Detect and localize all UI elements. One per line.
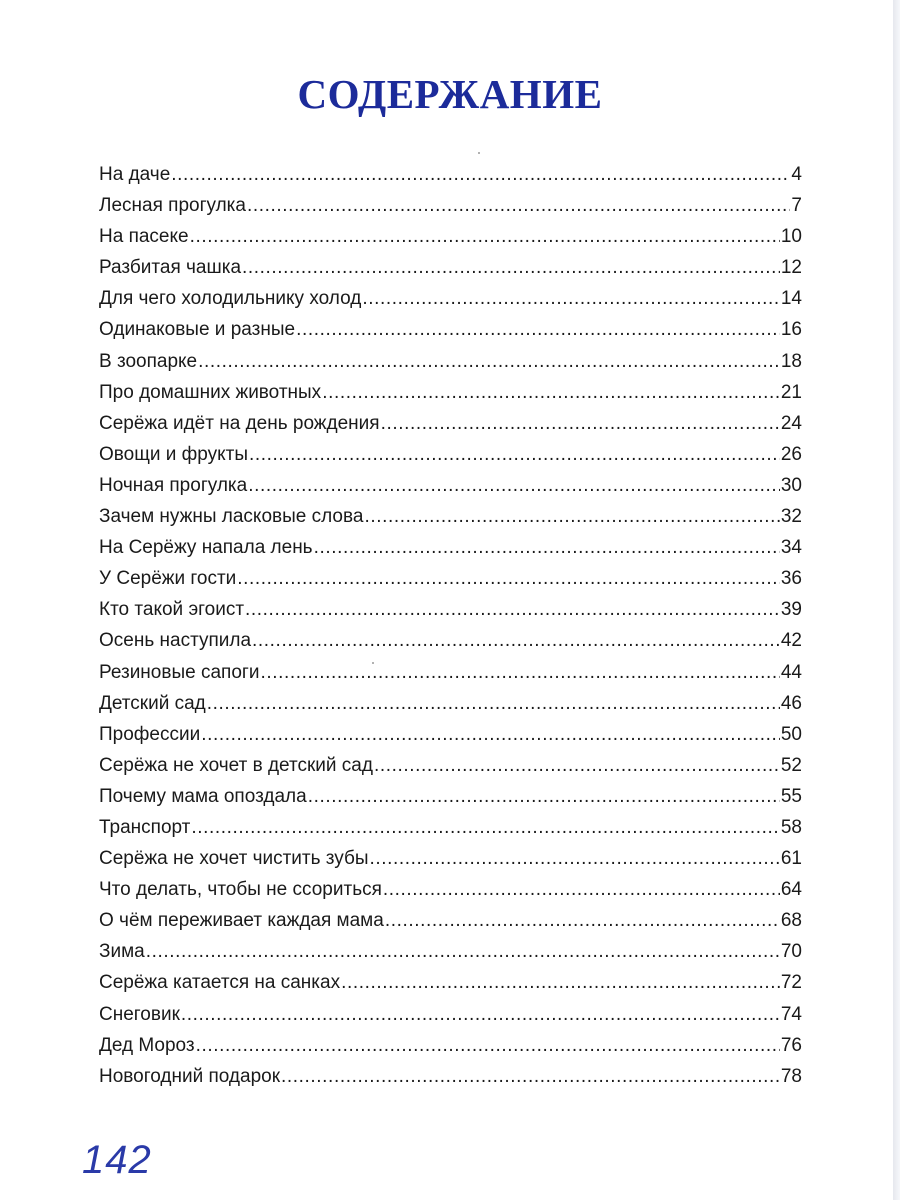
toc-entry <box>99 1066 802 1097</box>
toc-entry <box>99 599 802 630</box>
toc-entry-page: 44 <box>780 661 802 683</box>
toc-entry <box>99 786 802 817</box>
dot-leader <box>374 755 780 777</box>
toc-entry-title: Дед Мороз <box>99 1034 195 1056</box>
toc-entry-title: Почему мама опоздала <box>99 785 307 807</box>
toc-entry-title: Ночная прогулка <box>99 474 248 496</box>
toc-entry-page: 61 <box>780 848 802 870</box>
toc-entry-title: Серёжа катается на санках <box>99 972 341 994</box>
dot-leader <box>201 724 780 746</box>
dot-leader <box>249 444 780 466</box>
toc-entry <box>99 288 802 319</box>
toc-entry-title: Кто такой эгоист <box>99 599 245 621</box>
toc-entry <box>99 568 802 599</box>
toc-entry <box>99 662 802 693</box>
toc-entry-title: Разбитая чашка <box>99 257 242 279</box>
toc-entry-title: Что делать, чтобы не ссориться <box>99 879 382 901</box>
toc-entry-title: Серёжа не хочет в детский сад <box>99 754 373 776</box>
toc-entry-page: 24 <box>780 412 802 434</box>
toc-entry-title: Зачем нужны ласковые слова <box>99 506 364 528</box>
toc-entry-page: 74 <box>780 1003 802 1025</box>
toc-entry-title: Одинаковые и разные <box>99 319 296 341</box>
toc-entry-page: 50 <box>780 723 802 745</box>
toc-entry-title: Снеговик <box>99 1003 180 1025</box>
dot-leader <box>207 693 780 715</box>
dot-leader <box>146 941 780 963</box>
toc-entry <box>99 537 802 568</box>
toc-entry-title: На пасеке <box>99 226 189 248</box>
table-of-contents <box>99 164 802 1097</box>
dot-leader <box>171 164 790 186</box>
toc-entry <box>99 848 802 879</box>
page-title: СОДЕРЖАНИЕ <box>297 71 603 117</box>
dot-leader <box>252 630 780 652</box>
toc-entry-title: Осень наступила <box>99 630 252 652</box>
toc-entry-title: Лесная прогулка <box>99 195 246 217</box>
toc-entry-page: 26 <box>780 443 802 465</box>
toc-entry <box>99 630 802 661</box>
toc-entry-page: 10 <box>780 226 802 248</box>
toc-entry-title: Про домашних животных <box>99 381 322 403</box>
toc-entry <box>99 724 802 755</box>
toc-entry-page: 64 <box>780 879 802 901</box>
dot-leader <box>308 786 780 808</box>
dot-leader <box>245 599 780 621</box>
toc-entry-page: 78 <box>780 1065 802 1087</box>
toc-entry <box>99 1004 802 1035</box>
dot-leader <box>385 910 780 932</box>
print-speck <box>478 152 480 154</box>
toc-entry <box>99 195 802 226</box>
dot-leader <box>296 319 780 341</box>
toc-entry-page: 14 <box>780 288 802 310</box>
dot-leader <box>248 475 780 497</box>
toc-entry-page: 32 <box>780 506 802 528</box>
toc-entry <box>99 351 802 382</box>
dot-leader <box>364 506 779 528</box>
toc-entry-page: 76 <box>780 1034 802 1056</box>
toc-entry-title: На даче <box>99 164 171 185</box>
toc-entry-page: 12 <box>780 257 802 279</box>
toc-entry-page: 70 <box>780 941 802 963</box>
dot-leader <box>381 413 780 435</box>
toc-entry <box>99 693 802 724</box>
toc-entry-title: О чём переживает каждая мама <box>99 910 384 932</box>
dot-leader <box>260 662 779 684</box>
toc-entry-page: 18 <box>780 350 802 372</box>
page-edge-shadow <box>893 0 900 1200</box>
toc-entry <box>99 413 802 444</box>
toc-entry <box>99 941 802 972</box>
dot-leader <box>281 1066 780 1088</box>
toc-entry-page: 72 <box>780 972 802 994</box>
dot-leader <box>314 537 780 559</box>
dot-leader <box>242 257 780 279</box>
toc-entry-page: 7 <box>791 195 802 217</box>
dot-leader <box>362 288 780 310</box>
toc-entry-title: Серёжа не хочет чистить зубы <box>99 848 369 870</box>
toc-entry <box>99 1035 802 1066</box>
toc-entry-page: 16 <box>780 319 802 341</box>
toc-entry <box>99 879 802 910</box>
dot-leader <box>237 568 780 590</box>
toc-entry <box>99 475 802 506</box>
toc-entry-title: Транспорт <box>99 816 191 838</box>
toc-entry <box>99 972 802 1003</box>
toc-entry <box>99 444 802 475</box>
dot-leader <box>322 382 780 404</box>
dot-leader <box>191 817 779 839</box>
toc-entry-title: Резиновые сапоги <box>99 661 260 683</box>
toc-entry <box>99 164 802 195</box>
toc-entry-page: 42 <box>780 630 802 652</box>
toc-entry-title: Зима <box>99 941 145 963</box>
dot-leader <box>181 1004 780 1026</box>
page-number: 142 <box>82 1138 152 1182</box>
toc-entry-page: 68 <box>780 910 802 932</box>
toc-entry <box>99 910 802 941</box>
toc-entry <box>99 506 802 537</box>
dot-leader <box>383 879 780 901</box>
toc-entry <box>99 755 802 786</box>
toc-entry <box>99 257 802 288</box>
toc-entry-page: 46 <box>780 692 802 714</box>
toc-entry-title: Овощи и фрукты <box>99 443 249 465</box>
toc-entry-title: Для чего холодильнику холод <box>99 288 362 310</box>
toc-entry-title: Профессии <box>99 723 201 745</box>
toc-entry <box>99 226 802 257</box>
toc-entry-page: 39 <box>780 599 802 621</box>
toc-entry-page: 34 <box>780 537 802 559</box>
toc-entry-page: 52 <box>780 754 802 776</box>
toc-entry-page: 30 <box>780 474 802 496</box>
toc-entry <box>99 319 802 350</box>
toc-entry-title: Серёжа идёт на день рождения <box>99 412 380 434</box>
toc-entry <box>99 382 802 413</box>
toc-entry <box>99 817 802 848</box>
toc-entry-title: Новогодний подарок <box>99 1065 281 1087</box>
dot-leader <box>198 351 780 373</box>
dot-leader <box>341 972 780 994</box>
dot-leader <box>370 848 780 870</box>
dot-leader <box>196 1035 780 1057</box>
dot-leader <box>247 195 790 217</box>
toc-entry-title: В зоопарке <box>99 350 198 372</box>
dot-leader <box>190 226 780 248</box>
toc-entry-title: На Серёжу напала лень <box>99 537 313 559</box>
toc-entry-title: Детский сад <box>99 692 206 714</box>
toc-entry-page: 4 <box>791 164 802 185</box>
toc-entry-page: 21 <box>780 381 802 403</box>
toc-entry-page: 58 <box>780 816 802 838</box>
toc-entry-page: 55 <box>780 785 802 807</box>
toc-entry-page: 36 <box>780 568 802 590</box>
toc-entry-title: У Серёжи гости <box>99 568 237 590</box>
